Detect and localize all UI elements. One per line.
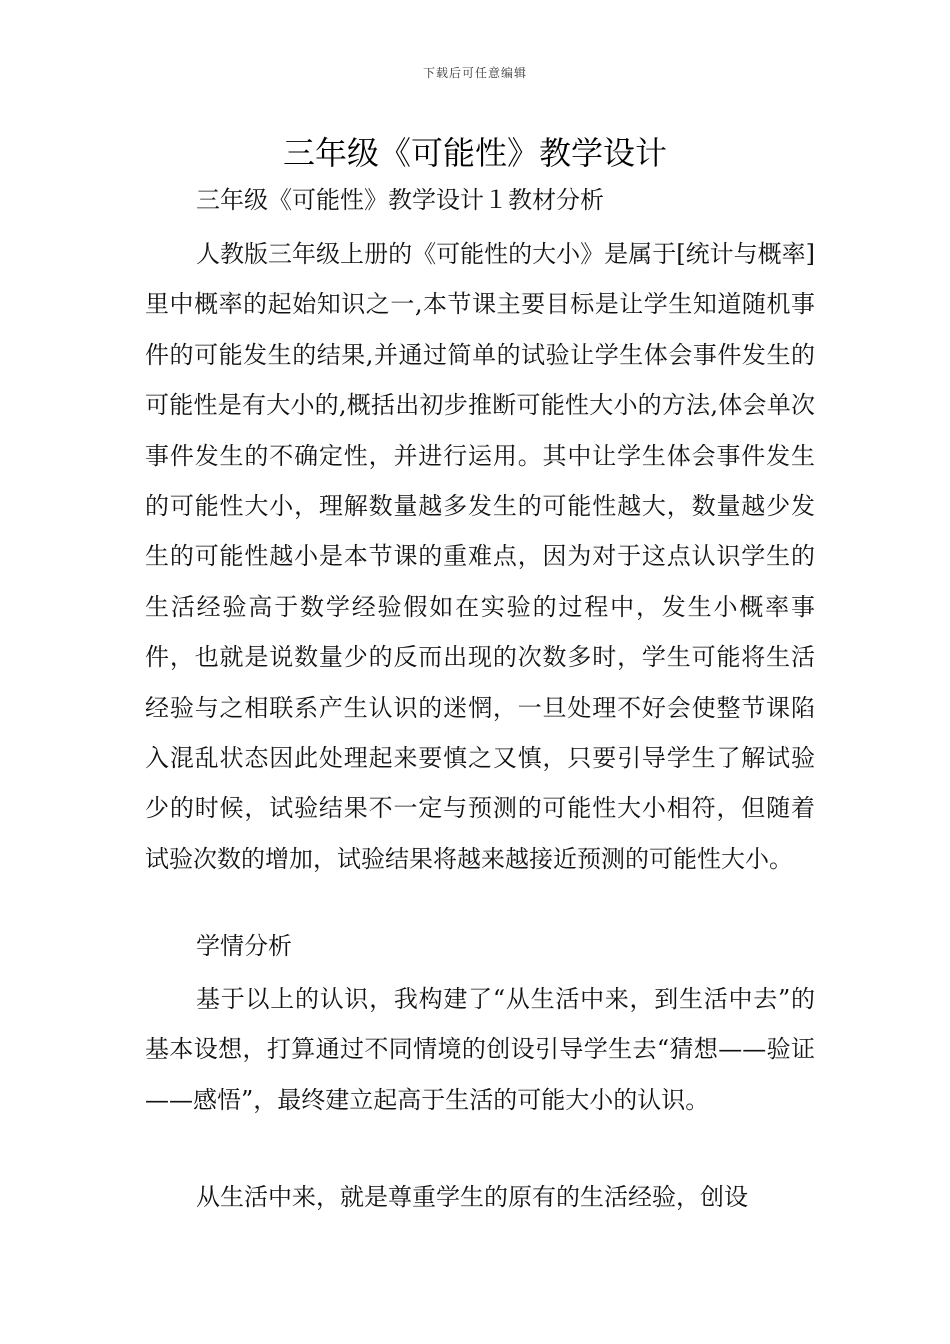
section-heading-learner-analysis: 学情分析 bbox=[196, 932, 292, 960]
paragraph-textbook-analysis: 人教版三年级上册的《可能性的大小》是属于[统计与概率]里中概率的起始知识之一,本节课主要目标是让学生知道随机事件的可能发生的结果,并通过简单的试验让学生体会事件发生的可能性是有大小的,概括出初步推断可能性大小的方法,体会单次事件发生的不确定性，并进行运用。其中让学生体会事件发生的可能性大小，理解数量越多发生的可能性越大，数量越少发生的可能性越小是本节课的重难点，因为对于这点认识学生的生活经验高于数学经验假如在实验的过程中，发生小概率事件，也就是说数量少的反而出现的次数多时，学生可能将生活经验与之相联系产生认识的迷惘，一旦处理不好会使整节课陷入混乱状态因此处理起来要慎之又慎，只要引导学生了解试验少的时候，试验结果不一定与预测的可能性大小相符，但随着试验次数的增加，试验结果将越来越接近预测的可能性大小。 bbox=[145, 240, 815, 873]
paragraph-from-life: 从生活中来，就是尊重学生的原有的生活经验，创设 bbox=[196, 1183, 748, 1211]
header-note: 下载后可任意编辑 bbox=[422, 66, 527, 80]
document-title: 三年级《可能性》教学设计 bbox=[282, 134, 667, 172]
document-subtitle: 三年级《可能性》教学设计１教材分析 bbox=[196, 186, 604, 214]
paragraph-basic-idea: 基于以上的认识，我构建了“从生活中来，到生活中去”的基本设想，打算通过不同情境的创设引导学生去“猜想——验证——感悟”，最终建立起高于生活的可能大小的认识。 bbox=[145, 985, 815, 1114]
